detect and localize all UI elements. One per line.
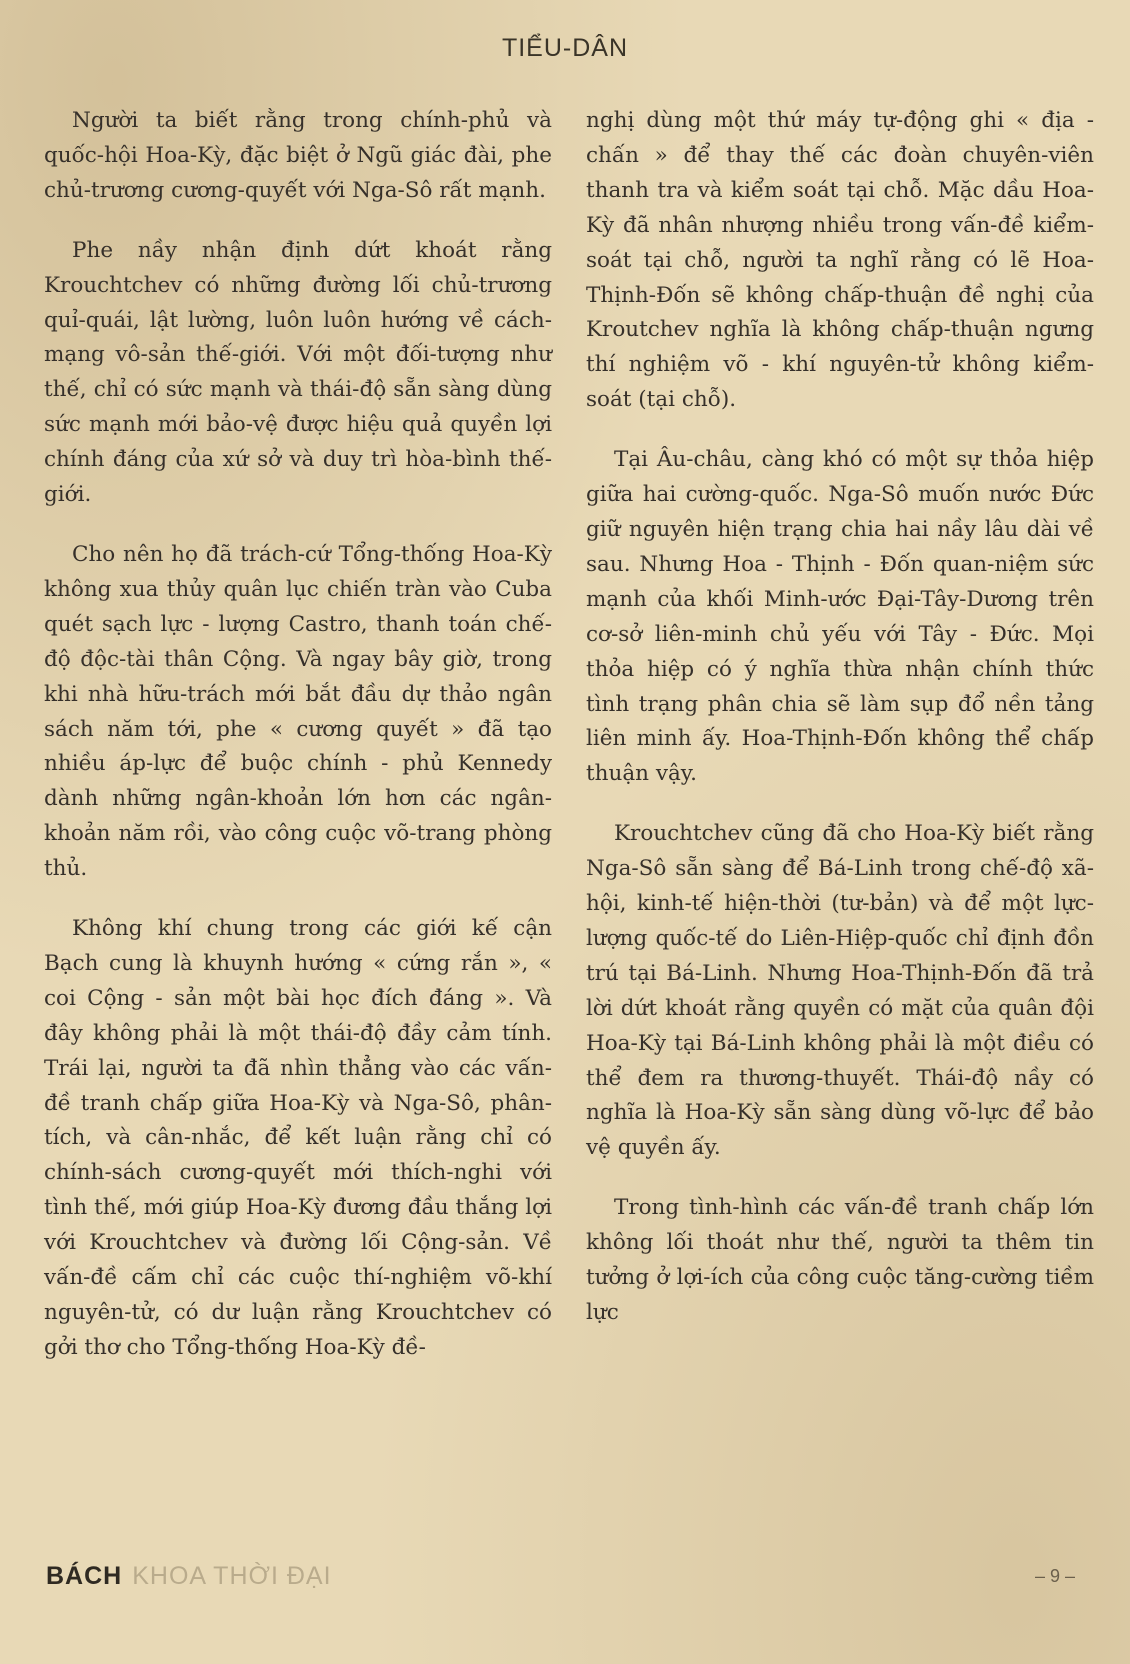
paragraph: Tại Âu-châu, càng khó có một sự thỏa hiệp giữa hai cường-quốc. Nga-Sô muốn nước Đức giữ nguyên hiện trạng chia hai nầy lâu dài về sau. Nhưng Hoa - Thịnh - Đốn quan-niệm sức mạnh của khối Minh-ước Đại-Tây-Dương trên cơ-sở liên-minh chủ yếu với Tây - Đức. Mọi thỏa hiệp có ý nghĩa thừa nhận chính thức tình trạng phân chia sẽ làm sụp đổ nền tảng liên minh ấy. Hoa-Thịnh-Đốn không thể chấp thuận vậy. (586, 447, 1094, 787)
paragraph: Trong tình-hình các vấn-đề tranh chấp lớn không lối thoát như thế, người ta thêm tin tưởng ở lợi-ích của công cuộc tăng-cường tiềm lực (586, 1195, 1094, 1325)
page-number: – 9 – (1035, 1566, 1076, 1586)
magazine-name-faded: KHOA THỜI ĐẠI (132, 1562, 332, 1590)
article-body (44, 104, 1094, 1391)
paragraph: nghị dùng một thứ máy tự-động ghi « địa - chấn » để thay thế các đoàn chuyên-viên thanh tra và kiểm soát tại chỗ. Mặc dầu Hoa-Kỳ đã nhân nhượng nhiều trong vấn-đề kiểm-soát tại chỗ, người ta nghĩ rằng có lẽ Hoa-Thịnh-Đốn sẽ không chấp-thuận đề nghị của Kroutchev nghĩa là không chấp-thuận ngưng thí nghiệm võ - khí nguyên-tử không kiểm-soát (tại chỗ). (586, 108, 1094, 413)
right-column (586, 104, 1094, 1391)
magazine-name-bold: BÁCH (46, 1562, 123, 1590)
paragraph: Cho nên họ đã trách-cứ Tổng-thống Hoa-Kỳ không xua thủy quân lục chiến tràn vào Cuba quét sạch lực - lượng Castro, thanh toán chế-độ độc-tài thân Cộng. Và ngay bây giờ, trong khi nhà hữu-trách mới bắt đầu dự thảo ngân sách năm tới, phe « cương quyết » đã tạo nhiều áp-lực để buộc chính - phủ Kennedy dành những ngân-khoản lớn hơn các ngân-khoản năm rồi, vào công cuộc võ-trang phòng thủ. (44, 541, 552, 882)
magazine-name (46, 1562, 332, 1591)
paragraph: Người ta biết rằng trong chính-phủ và quốc-hội Hoa-Kỳ, đặc biệt ở Ngũ giác đài, phe chủ-trương cương-quyết với Nga-Sô rất mạnh. (44, 108, 552, 203)
left-column (44, 104, 552, 1391)
paragraph: Phe nầy nhận định dứt khoát rằng Krouchtchev có những đường lối chủ-trương quỉ-quái, lật lường, luôn luôn hướng về cách-mạng vô-sản thế-giới. Với một đối-tượng như thế, chỉ có sức mạnh và thái-độ sẵn sàng dùng sức mạnh mới bảo-vệ được hiệu quả quyền lợi chính đáng của xứ sở và duy trì hòa-bình thế-giới. (44, 237, 552, 508)
page-header: TIỂU-DÂN (501, 34, 629, 62)
paragraph: Krouchtchev cũng đã cho Hoa-Kỳ biết rằng Nga-Sô sẵn sàng để Bá-Linh trong chế-độ xã-hội, kinh-tế hiện-thời (tư-bản) và để một lực-lượng quốc-tế do Liên-Hiệp-quốc chỉ định đồn trú tại Bá-Linh. Nhưng Hoa-Thịnh-Đốn đã trả lời dứt khoát rằng quyền có mặt của quân đội Hoa-Kỳ tại Bá-Linh không phải là một điều có thể đem ra thương-thuyết. Thái-độ nầy có nghĩa là Hoa-Kỳ sẵn sàng dùng võ-lực để bảo vệ quyền ấy. (586, 821, 1094, 1161)
paragraph: Không khí chung trong các giới kế cận Bạch cung là khuynh hướng « cứng rắn », « coi Cộng - sản một bài học đích đáng ». Và đây không phải là một thái-độ đầy cảm tính. Trái lại, người ta đã nhìn thẳng vào các vấn-đề tranh chấp giữa Hoa-Kỳ và Nga-Sô, phân-tích, và cân-nhắc, để kết luận rằng chỉ có chính-sách cương-quyết mới thích-nghi với tình thế, mới giúp Hoa-Kỳ đương đầu thắng lợi với Krouchtchev và đường lối Cộng-sản. Về vấn-đề cấm chỉ các cuộc thí-nghiệm võ-khí nguyên-tử, có dư luận rằng Krouchtchev có gởi thơ cho Tổng-thống Hoa-Kỳ đề- (44, 916, 552, 1360)
